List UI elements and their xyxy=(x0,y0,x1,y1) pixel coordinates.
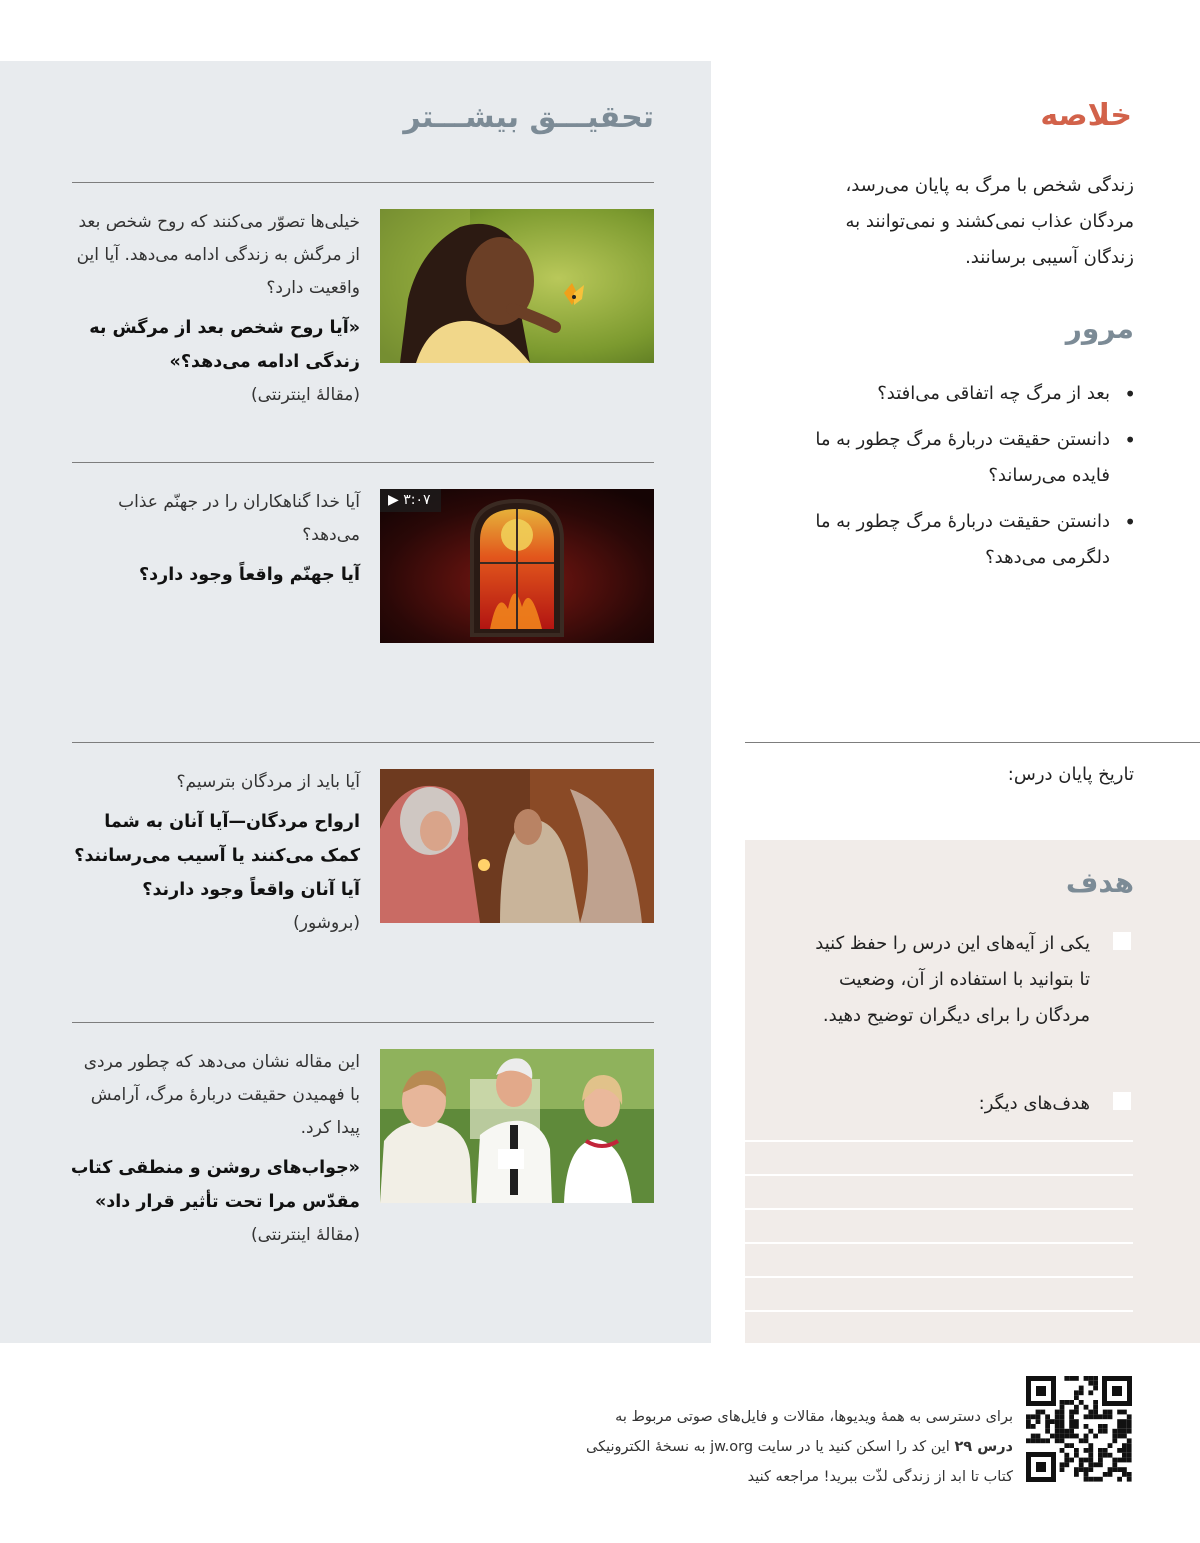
qr-code-icon[interactable] xyxy=(1024,1374,1134,1484)
lesson-number: درس ۲۹ xyxy=(954,1439,1013,1455)
item-question: آیا خدا گناهکاران را در جهنّم عذاب می‌دهد؟ xyxy=(118,492,360,545)
writing-line[interactable] xyxy=(745,1242,1133,1244)
summary-title: خلاصه xyxy=(1040,98,1132,133)
goal-panel xyxy=(745,840,1200,1343)
other-goals-label: هدف‌های دیگر: xyxy=(978,1093,1090,1114)
goal-checkbox[interactable] xyxy=(1113,932,1131,950)
research-item-2 xyxy=(70,486,360,592)
review-title: مرور xyxy=(1065,312,1134,345)
divider xyxy=(72,1022,654,1023)
divider xyxy=(72,742,654,743)
people-talking-photo[interactable] xyxy=(380,1049,654,1203)
play-icon: ▶ xyxy=(388,492,404,508)
writing-line[interactable] xyxy=(745,1276,1133,1278)
item-link-title[interactable]: «آیا روح شخص بعد از مرگش به زندگی ادامه می‌دهد؟» xyxy=(89,318,360,372)
item-source: (مقالهٔ اینترنتی) xyxy=(251,385,360,405)
item-link-title[interactable]: ارواح مردگان—آیا آنان به شما کمک می‌کنند یا آسیب می‌رسانند؟ آیا آنان واقعاً وجود دارند؟ xyxy=(74,812,360,900)
summary-text: زندگی شخص با مرگ به پایان می‌رسد، مردگان عذاب نمی‌کشند و نمی‌توانند به زندگان آسیبی برسانند. xyxy=(845,175,1134,268)
writing-line[interactable] xyxy=(745,1310,1133,1312)
item-link-title[interactable]: آیا جهنّم واقعاً وجود دارد؟ xyxy=(139,565,360,585)
review-item: • بعد از مرگ چه اتفاقی می‌افتد؟ xyxy=(810,376,1110,412)
item-question: خیلی‌ها تصوّر می‌کنند که روح شخص بعد از مرگش به زندگی ادامه می‌دهد. آیا این واقعیت دارد؟ xyxy=(76,212,360,298)
date-divider xyxy=(745,742,1200,743)
goal-item: یکی از آیه‌های این درس را حفظ کنید تا بتوانید با استفاده از آن، وضعیت مردگان را برای دیگران توضیح دهید. xyxy=(815,933,1090,1026)
stained-glass-hellfire-video[interactable] xyxy=(380,489,654,643)
review-list xyxy=(810,376,1110,586)
footer-line-3: کتاب تا ابد از زندگی لذّت ببرید! مراجعه کنید xyxy=(747,1469,1013,1485)
goal-title: هدف xyxy=(1065,866,1134,899)
item-question: این مقاله نشان می‌دهد که چطور مردی با فهمیدن حقیقت دربارهٔ مرگ، آرامش پیدا کرد. xyxy=(83,1052,360,1138)
review-item: • دانستن حقیقت دربارهٔ مرگ چطور به ما دلگرمی می‌دهد؟ xyxy=(810,504,1110,576)
divider xyxy=(72,462,654,463)
writing-line[interactable] xyxy=(745,1208,1133,1210)
writing-line[interactable] xyxy=(745,1140,1133,1142)
footer-line-1: برای دسترسی به همهٔ ویدیوها، مقالات و فایل‌های صوتی مربوط به xyxy=(615,1409,1013,1425)
spirits-illustration[interactable] xyxy=(380,769,654,923)
item-source: (مقالهٔ اینترنتی) xyxy=(251,1225,360,1245)
video-duration-badge xyxy=(380,489,441,512)
research-item-3 xyxy=(70,766,360,940)
writing-line[interactable] xyxy=(745,1174,1133,1176)
girl-butterfly-photo[interactable] xyxy=(380,209,654,363)
research-title: تحقیـــق بیشـــتر xyxy=(403,100,654,135)
research-item-4 xyxy=(70,1046,360,1252)
item-question: آیا باید از مردگان بترسیم؟ xyxy=(176,772,360,792)
footer-line-2: درس ۲۹ این کد را اسکن کنید یا در سایت jw.org به نسخهٔ الکترونیکی xyxy=(586,1439,1013,1455)
research-item-1 xyxy=(70,206,360,412)
item-source: (بروشور) xyxy=(293,913,360,933)
other-goals-checkbox[interactable] xyxy=(1113,1092,1131,1110)
footer-text xyxy=(480,1402,1013,1492)
divider xyxy=(72,182,654,183)
review-item: • دانستن حقیقت دربارهٔ مرگ چطور به ما فایده می‌رساند؟ xyxy=(810,422,1110,494)
item-link-title[interactable]: «جواب‌های روشن و منطقی کتاب مقدّس مرا تحت تأثیر قرار داد» xyxy=(70,1158,360,1212)
completion-date-label: تاریخ پایان درس: xyxy=(1007,764,1134,785)
video-duration: ۳:۰۷ xyxy=(403,492,431,508)
